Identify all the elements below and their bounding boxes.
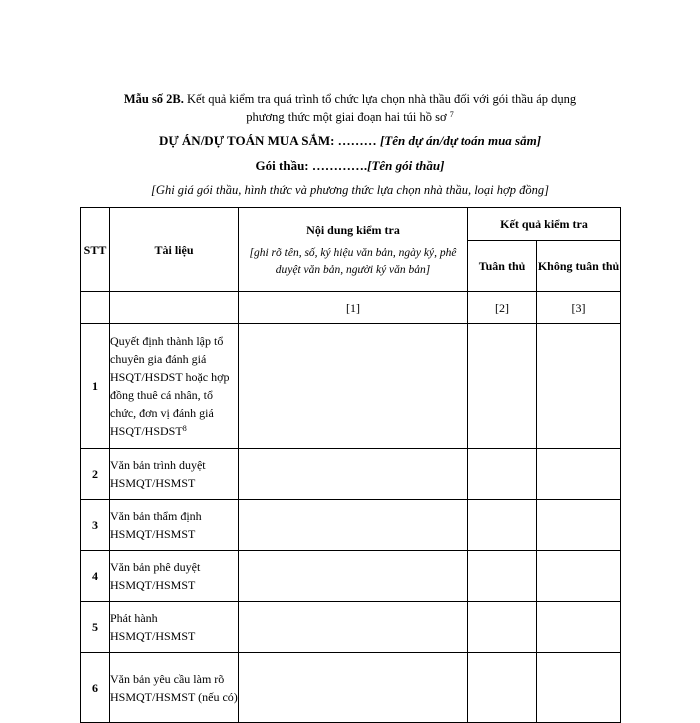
row-doc: Văn bản trình duyệt HSMQT/HSMST <box>110 449 239 500</box>
row-doc: Quyết định thành lập tổ chuyên gia đánh giá HSQT/HSDST hoặc hợp đồng thuê cá nhân, tổ chức, đơn vị đánh giá HSQT/HSDST$^8$ <box>110 324 239 449</box>
row-stt: 5 <box>81 602 110 653</box>
footnote-ref: 7 <box>449 110 454 119</box>
index-row <box>81 292 621 324</box>
form-label: Mẫu số 2B. <box>123 92 184 106</box>
project-line <box>0 133 700 149</box>
col-content-title: Nội dung kiểm tra <box>306 222 400 237</box>
row-stt: 3 <box>81 500 110 551</box>
table-row <box>81 449 621 500</box>
col-result-header: Kết quả kiểm tra <box>468 208 621 241</box>
index-2: [2] <box>468 292 537 324</box>
table-row <box>81 551 621 602</box>
form-title-text: Kết quả kiểm tra quá trình tổ chức lựa chọn nhà thầu đối với gói thầu áp dụng <box>183 92 577 106</box>
col-comply-header: Tuân thủ <box>468 241 537 292</box>
row-stt: 2 <box>81 449 110 500</box>
row-doc: Văn bản thẩm định HSMQT/HSMST <box>110 500 239 551</box>
inspection-table <box>80 207 621 723</box>
row-stt: 4 <box>81 551 110 602</box>
table-row <box>81 324 621 449</box>
table-row <box>81 602 621 653</box>
index-1: [1] <box>239 292 468 324</box>
project-value: [Tên dự án/dự toán mua sắm] <box>376 133 542 148</box>
col-content-note: [ghi rõ tên, số, ký hiệu văn bản, ngày ký, phê duyệt văn bản, người ký văn bản] <box>249 246 457 276</box>
row-stt: 1 <box>81 324 110 449</box>
col-stt-header: STT <box>81 208 110 292</box>
col-content-header <box>239 208 468 292</box>
project-label: DỰ ÁN/DỰ TOÁN MUA SẮM: ……… <box>158 133 377 148</box>
row-doc: Văn bản yêu cầu làm rõ HSMQT/HSMST (nếu có) <box>110 653 239 723</box>
row-stt: 6 <box>81 653 110 723</box>
package-label: Gói thầu: …………. <box>255 158 368 173</box>
row-doc: Phát hành HSMQT/HSMST <box>110 602 239 653</box>
col-not-comply-header: Không tuân thủ <box>537 241 621 292</box>
package-line <box>0 158 700 174</box>
package-value: [Tên gói thầu] <box>367 158 445 173</box>
footnote-ref: 8 <box>182 424 187 433</box>
table-row <box>81 653 621 723</box>
form-title-line2: phương thức một giai đoạn hai túi hồ sơ <box>246 110 447 124</box>
form-title <box>0 90 700 126</box>
header-row-1 <box>81 208 621 241</box>
table-row <box>81 500 621 551</box>
row-doc: Văn bản phê duyệt HSMQT/HSMST <box>110 551 239 602</box>
package-note: [Ghi giá gói thầu, hình thức và phương thức lựa chọn nhà thầu, loại hợp đồng] <box>151 183 549 197</box>
index-3: [3] <box>537 292 621 324</box>
col-doc-header: Tài liệu <box>110 208 239 292</box>
